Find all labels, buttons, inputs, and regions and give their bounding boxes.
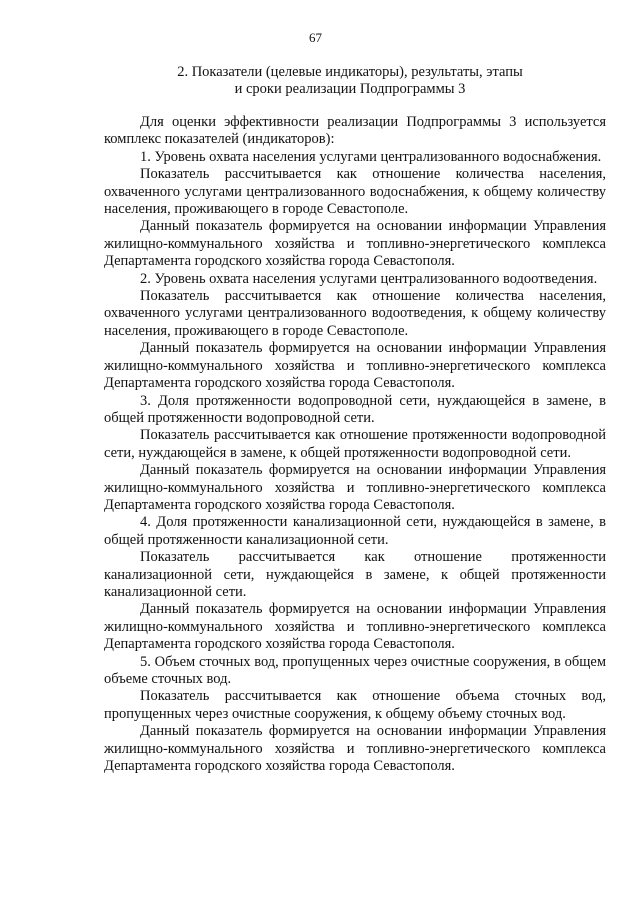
paragraph: 5. Объем сточных вод, пропущенных через очистные сооружения, в общем объеме сточных вод. [104, 653, 606, 687]
paragraph: 4. Доля протяженности канализационной сети, нуждающейся в замене, в общей протяженности канализационной сети. [104, 514, 606, 548]
section-heading-line-2: и сроки реализации Подпрограммы 3 [234, 81, 466, 97]
paragraph: Данный показатель формируется на основании информации Управления жилищно-коммунального хозяйства и топливно-энергетического комплекса Департамента городского хозяйства города Севастополя. [104, 218, 606, 270]
page-number: 67 [309, 30, 322, 45]
paragraph: Данный показатель формируется на основании информации Управления жилищно-коммунального хозяйства и топливно-энергетического комплекса Департамента городского хозяйства города Севастополя. [104, 601, 606, 653]
paragraph: Данный показатель формируется на основании информации Управления жилищно-коммунального хозяйства и топливно-энергетического комплекса Департамента городского хозяйства города Севастополя. [104, 723, 606, 775]
paragraph: 2. Уровень охвата населения услугами централизованного водоотведения. [140, 270, 598, 287]
paragraph: Показатель рассчитывается как отношение объема сточных вод, пропущенных через очистные сооружения, к общему объему сточных вод. [104, 688, 606, 722]
paragraph: Данный показатель формируется на основании информации Управления жилищно-коммунального хозяйства и топливно-энергетического комплекса Департамента городского хозяйства города Севастополя. [104, 340, 606, 392]
paragraph: Показатель рассчитывается как отношение протяженности канализационной сети, нуждающейся в замене, к общей протяженности канализационной сети. [104, 549, 606, 600]
paragraph: Показатель рассчитывается как отношение количества населения, охваченного услугами централизованного водоотведения, к общему количеству населения, проживающего в городе Севастополе. [104, 288, 606, 339]
paragraph: Для оценки эффективности реализации Подпрограммы 3 используется комплекс показателей (индикаторов): [104, 114, 606, 148]
paragraph: Показатель рассчитывается как отношение протяженности водопроводной сети, нуждающейся в замене, к общей протяженности водопроводной сети. [104, 427, 606, 461]
paragraph: 1. Уровень охвата населения услугами централизованного водоснабжения. [140, 148, 602, 165]
paragraph: Показатель рассчитывается как отношение количества населения, охваченного услугами централизованного водоснабжения, к общему количеству населения, проживающего в городе Севастополе. [104, 166, 606, 218]
document-body [104, 114, 606, 775]
section-heading-line-1: 2. Показатели (целевые индикаторы), результаты, этапы [177, 64, 523, 80]
paragraph: 3. Доля протяженности водопроводной сети, нуждающейся в замене, в общей протяженности водопроводной сети. [104, 392, 606, 426]
paragraph: Данный показатель формируется на основании информации Управления жилищно-коммунального хозяйства и топливно-энергетического комплекса Департамента городского хозяйства города Севастополя. [104, 462, 606, 513]
section-heading [100, 64, 600, 98]
